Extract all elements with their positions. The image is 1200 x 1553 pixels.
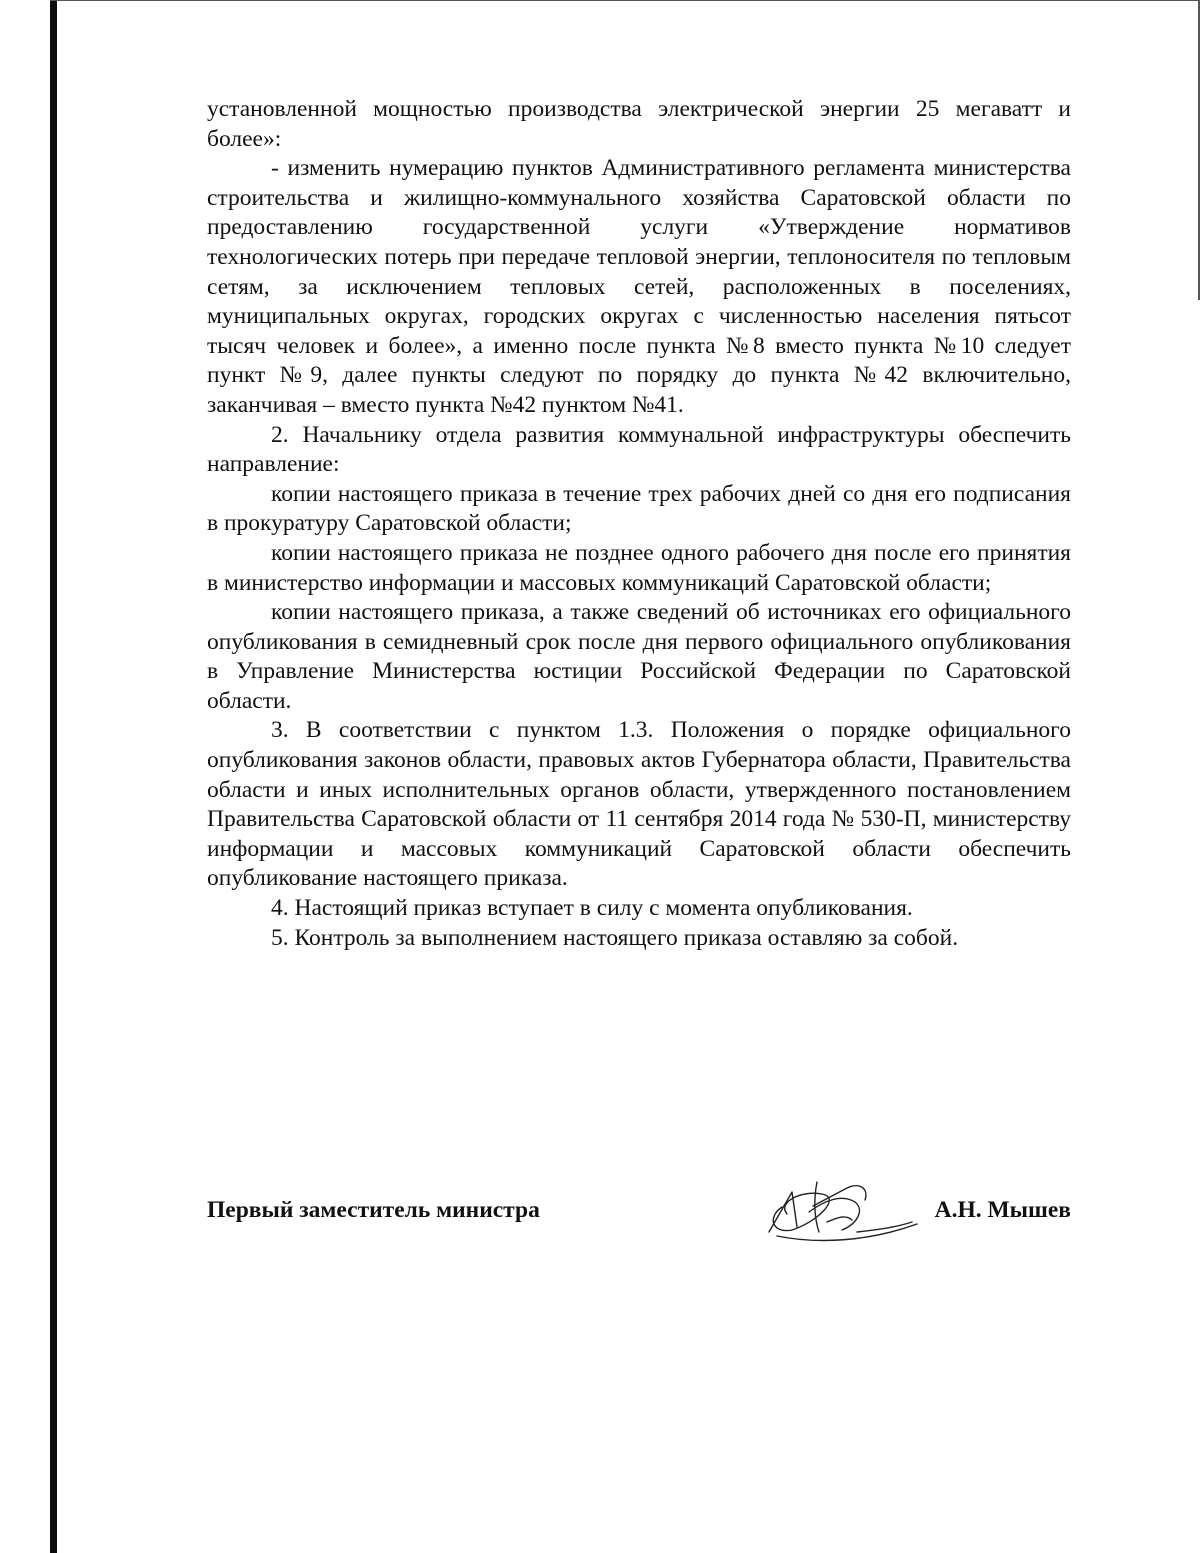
handwritten-signature-icon [747,1172,927,1252]
paragraph-4: копии настоящего приказа в течение трех рабочих дней со дня его подписания в прокуратуру Саратовской области; [207,480,1071,537]
signatory-position: Первый заместитель министра [207,1197,540,1223]
scan-edge-left [50,0,57,1553]
paragraph-9: 5. Контроль за выполнением настоящего приказа оставляю за собой. [271,924,959,951]
paragraph-7: 3. В соответствии с пунктом 1.3. Положения о порядке официального опубликования законов области, правовых актов Губернатора области, Правительства области и иных исполнительных органов области, утвержденного постановлением Правительства Саратовской области от 11 сентября 2014 года № 530-П, министерству информации и массовых коммуникаций Саратовской области обеспечить опубликование настоящего приказа. [207,717,1071,892]
paragraph-8: 4. Настоящий приказ вступает в силу с момента опубликования. [271,895,913,922]
paragraph-3: 2. Начальнику отдела развития коммунальной инфраструктуры обеспечить направление: [207,421,1071,478]
paragraph-6: копии настоящего приказа, а также сведений об источниках его официального опубликования в семидневный срок после дня первого официального опубликования в Управление Министерства юстиции Российской Федерации по Саратовской области. [207,599,1071,714]
scan-edge-top [50,0,1200,1]
paragraph-2: - изменить нумерацию пунктов Административного регламента министерства строительства и жилищно-коммунального хозяйства Саратовской области по предоставлению государственной услуги «Утверждение нормативов технологических потерь при передаче тепловой энергии, теплоносителя по тепловым сетям, за исключением тепловых сетей, расположенных в поселениях, муниципальных округах, городских округах с численностью населения пятьсот тысяч человек и более», а именно после пункта №8 вместо пункта №10 следует пункт №9, далее пункты следуют по порядку до пункта №42 включительно, заканчивая – вместо пункта №42 пунктом №41. [207,155,1071,418]
signatory-name: А.Н. Мышев [934,1197,1071,1223]
paragraph-5: копии настоящего приказа не позднее одного рабочего дня после его принятия в министерство информации и массовых коммуникаций Саратовской области; [207,539,1071,596]
paragraph-1: установленной мощностью производства электрической энергии 25 мегаватт и более»: [207,96,1071,152]
document-body [207,95,1071,953]
signature-block [207,1172,1071,1252]
